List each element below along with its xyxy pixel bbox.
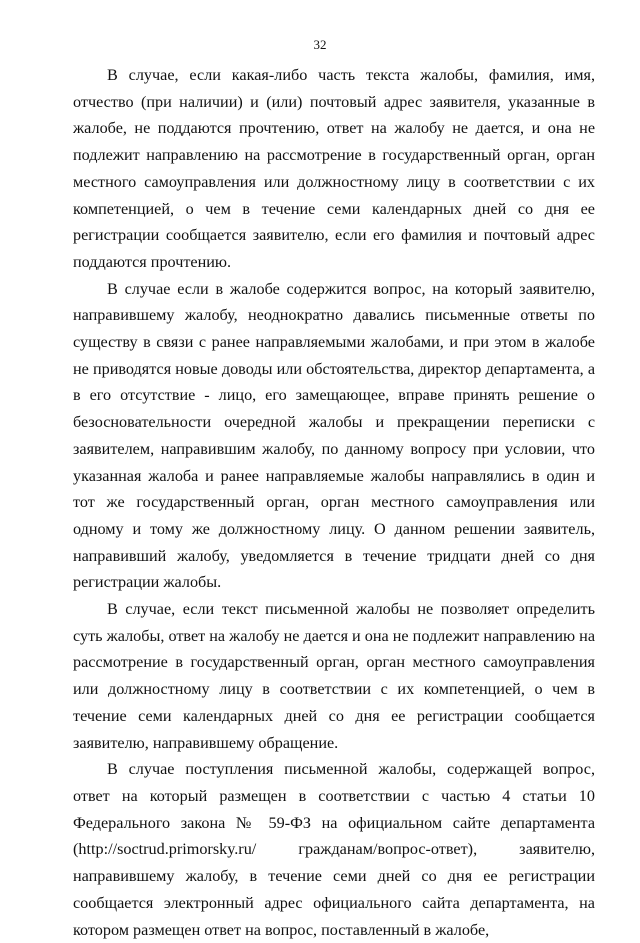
paragraph-undeterminable-text: В случае, если текст письменной жалобы не позволяет определить суть жалобы, ответ на жалобу не дается и она не подлежит направлению на рассмотрение в государственный орган, орган местного самоуправления или должностному лицу в соответствии с их компетенцией, о чем в течение семи календарных дней со дня ее регистрации сообщается заявителю, направившему обращение. (73, 600, 595, 752)
paragraph-repeated-question: В случае если в жалобе содержится вопрос, на который заявителю, направившему жалобу, неоднократно давались письменные ответы по существу в связи с ранее направляемыми жалобами, и при этом в жалобе не приводятся новые доводы или обстоятельства, директор департамента, а в его отсутствие - лицо, его замещающее, вправе принять решение о безосновательности очередной жалобы и прекращении переписки с заявителем, направившим жалобу, по данному вопросу при условии, что указанная жалоба и ранее направляемые жалобы направлялись в один и тот же государственный орган, орган местного самоуправления или одному и тому же должностному лицу. О данном решении заявитель, направивший жалобу, уведомляется в течение тридцати дней со дня регистрации жалобы. (73, 279, 595, 592)
paragraph-unreadable-complaint: В случае, если какая-либо часть текста жалобы, фамилия, имя, отчество (при наличии) и (или) почтовый адрес заявителя, указанные в жалобе, не поддаются прочтению, ответ на жалобу не дается, и она не подлежит направлению на рассмотрение в государственный орган, орган местного самоуправления или должностному лицу в соответствии с их компетенцией, о чем в течение семи календарных дней со дня ее регистрации сообщается заявителю, если его фамилия и почтовый адрес поддаются прочтению. (73, 66, 595, 271)
page-number: 32 (313, 37, 327, 52)
body-text (73, 62, 595, 943)
paragraph-answer-published: В случае поступления письменной жалобы, содержащей вопрос, ответ на который размещен в соответствии с частью 4 статьи 10 Федерального закона № 59-ФЗ на официальном сайте департамента (http://soctrud.primorsky.ru/ гражданам/вопрос-ответ), заявителю, направившему жалобу, в течение семи дней со дня ее регистрации сообщается электронный адрес официального сайта департамента, на котором размещен ответ на вопрос, поставленный в жалобе, (73, 760, 595, 939)
